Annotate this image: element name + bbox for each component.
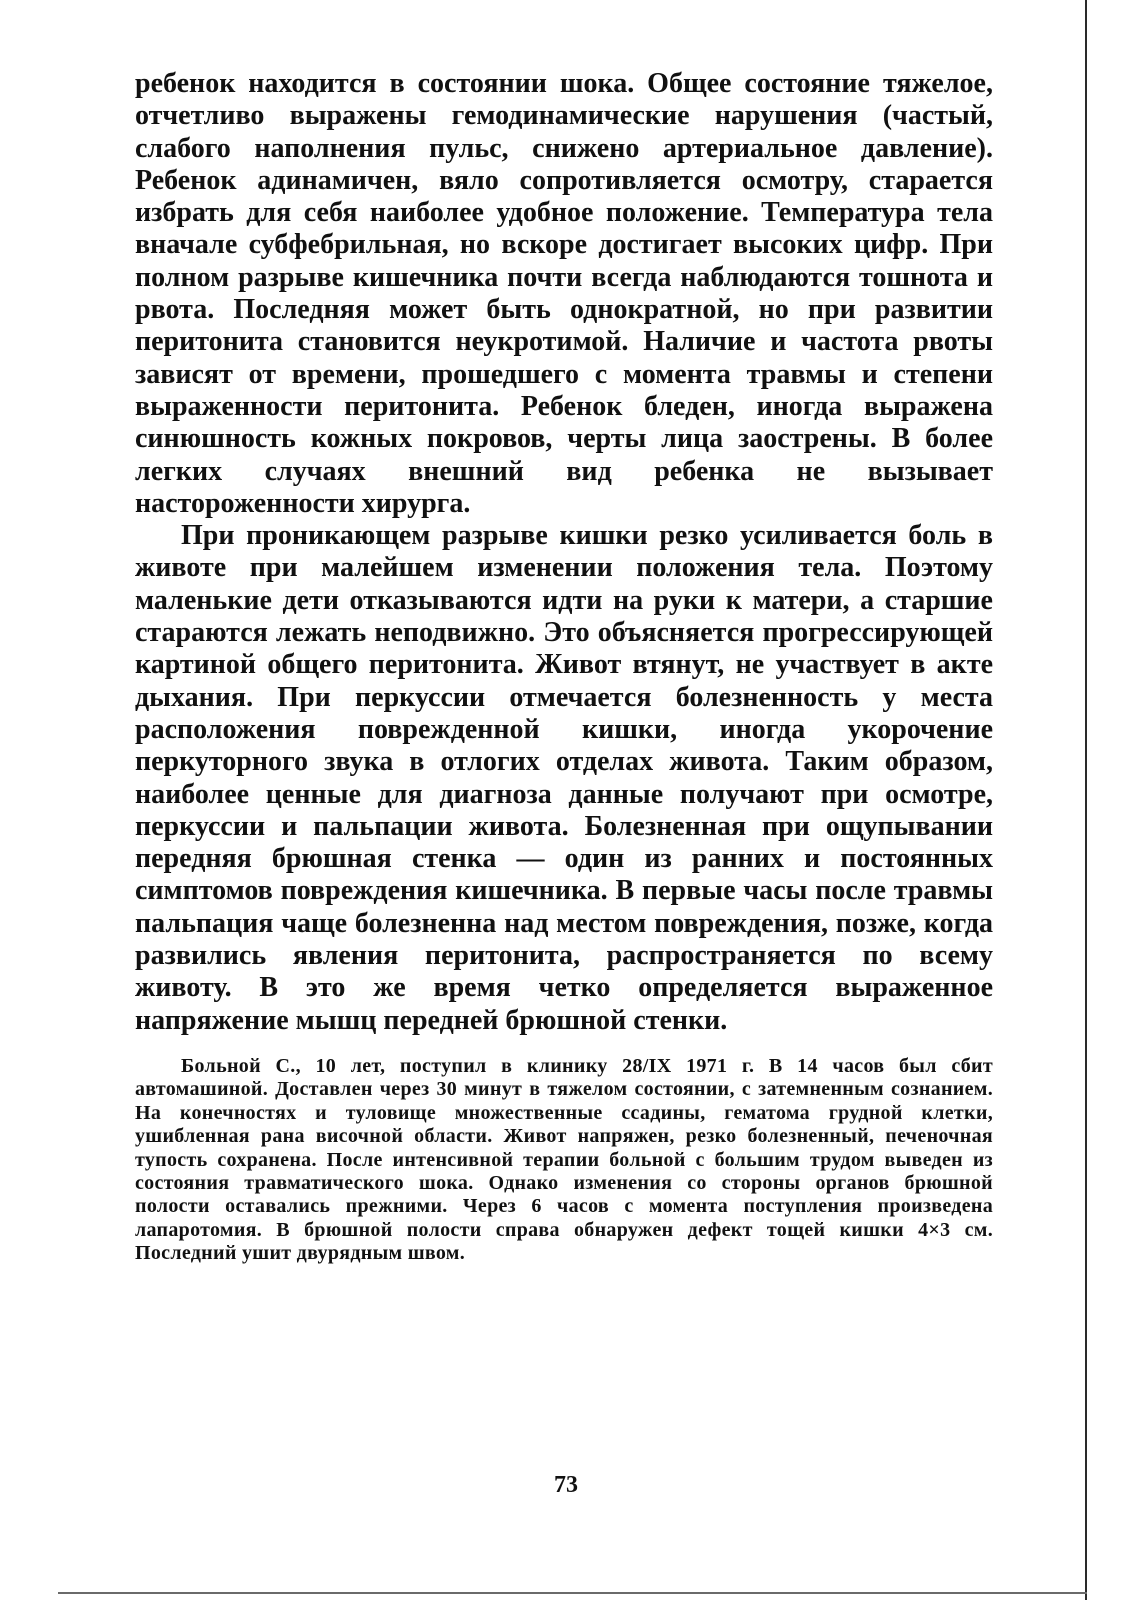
paragraph-1: ребенок находится в состоянии шока. Общее состояние тяжелое, отчетливо выражены гемодинамические нарушения (частый, слабого наполнения пульс, снижено артериальное давление). Ребенок адинамичен, вяло сопротивляется осмотру, старается избрать для себя наиболее удобное положение. Температура тела вначале субфебрильная, но вскоре достигает высоких цифр. При полном разрыве кишечника почти всегда наблюдаются тошнота и рвота. Последняя может быть однократной, но при развитии перитонита становится неукротимой. Наличие и частота рвоты зависят от времени, прошедшего с момента травмы и степени выраженности перитонита. Ребенок бледен, иногда выражена синюшность кожных покровов, черты лица заострены. В более легких случаях внешний вид ребенка не вызывает настороженности хирурга. xyxy=(135,68,993,519)
case-note: Больной С., 10 лет, поступил в клинику 28/IX 1971 г. В 14 часов был сбит автомашиной. Доставлен через 30 минут в тяжелом состоянии, с затемненным сознанием. На конечностях и туловище множественные ссадины, гематома грудной клетки, ушибленная рана височной области. Живот напряжен, резко болезненный, печеночная тупость сохранена. После интенсивной терапии больной с большим трудом выведен из состояния травматического шока. Однако изменения со стороны органов брюшной полости оставались прежними. Через 6 часов с момента поступления произведена лапаротомия. В брюшной полости справа обнаружен дефект тощей кишки 4×3 см. Последний ушит двурядным швом. xyxy=(135,1054,993,1265)
page-edge-right xyxy=(1085,0,1087,1600)
main-text xyxy=(135,68,993,1037)
paragraph-2: При проникающем разрыве кишки резко усиливается боль в животе при малейшем изменении положения тела. Поэтому маленькие дети отказываются идти на руки к матери, а старшие стараются лежать неподвижно. Это объясняется прогрессирующей картиной общего перитонита. Живот втянут, не участвует в акте дыхания. При перкуссии отмечается болезненность у места расположения поврежденной кишки, иногда укорочение перкуторного звука в отлогих отделах живота. Таким образом, наиболее ценные для диагноза данные получают при осмотре, перкуссии и пальпации живота. Болезненная при ощупывании передняя брюшная стенка — один из ранних и постоянных симптомов повреждения кишечника. В первые часы после травмы пальпация чаще болезненна над местом повреждения, позже, когда развились явления перитонита, распространяется по всему животу. В это же время четко определяется выраженное напряжение мышц передней брюшной стенки. xyxy=(135,520,993,1036)
text-block xyxy=(135,68,993,1266)
page-edge-bottom xyxy=(58,1592,1087,1594)
page-number: 73 xyxy=(554,1472,578,1498)
